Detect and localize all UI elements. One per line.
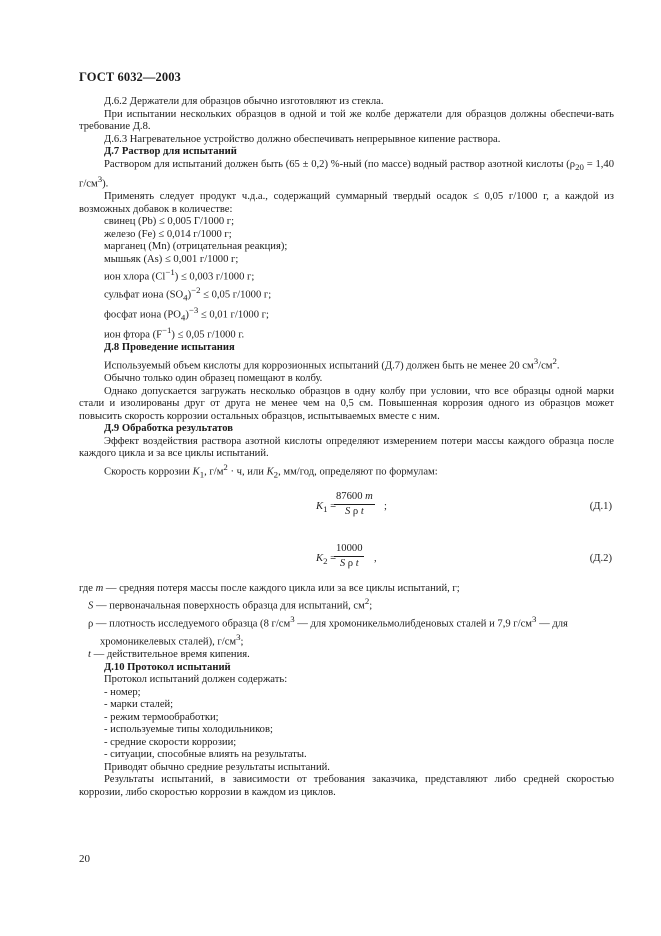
formula-d1 (79, 487, 614, 531)
formula-d2-lhs: $K_2$ = (316, 552, 337, 566)
formula-d1-number: (Д.1) (589, 500, 612, 512)
paragraph-d8-multiple: Однако допускается загружать несколько образцов в одну колбу при условии, что все образцы одной марки стали и изолированы друг от друга не менее чем на 0,5 см. Повышенная коррозия одного из образцов может повысить скорость коррозии остальных образцов, испытываемых вместе с ним. (79, 385, 614, 422)
list-item-number: - номер; (104, 686, 141, 698)
paragraph-d10-contains: Протокол испытаний должен содержать: (104, 674, 288, 686)
additive-manganese: марганец (Mn) (отрицательная реакция); (104, 241, 288, 253)
formula-d2-denominator: S ρ t (339, 558, 359, 570)
formula-d2 (79, 539, 614, 583)
formula-d1-lhs: $K_1$ = (316, 500, 337, 514)
formula-d1-denominator: S ρ t (344, 506, 364, 518)
list-item-corrosion-rates: - средние скорости коррозии; (104, 736, 237, 748)
additive-iron: железо (Fe) ≤ 0,014 г/1000 г; (104, 228, 232, 240)
paragraph-d8-volume: Используемый объем кислоты для коррозионных испытаний (Д.7) должен быть не менее 20 $см^3/см^2$. (104, 355, 560, 372)
definition-rho: ρ — плотность исследуемого образца (8 $г/см^3$ — для хромоникельмолибденовых сталей и 7,9 $г/см^3$ — для (88, 614, 568, 630)
document-header: ГОСТ 6032—2003 (79, 70, 181, 84)
formula-d2-numerator: 10000 (334, 543, 364, 558)
additive-sulfate: сульфат иона $(SO_4)^{-2} \le 0,05$ г/1000 г; (104, 285, 272, 303)
heading-d8: Д.8 Проведение испытания (104, 342, 235, 354)
heading-d10: Д.10 Протокол испытаний (104, 661, 231, 673)
paragraph-d9-effect: Эффект воздействия раствора азотной кислоты определяют измерением потери массы каждого образца после каждого цикла и за все циклы испытаний. (79, 435, 614, 460)
definition-t: t — действительное время кипения. (88, 649, 250, 661)
heading-d7: Д.7 Раствор для испытаний (104, 146, 237, 157)
list-item-steel-grades: - марки сталей; (104, 699, 174, 711)
page-number: 20 (79, 853, 90, 865)
formula-d2-fraction (334, 543, 364, 571)
paragraph-d6-2: Д.6.2 Держатели для образцов обычно изготовляют из стекла. (104, 96, 384, 107)
page-content (79, 96, 614, 799)
paragraph-d7-solution: Раствором для испытаний должен быть (65 ± 0,2) %-ный (по массе) водный раствор азотной кислоты ($\rho_{20} = 1,40$ $г/см^3$). (79, 158, 614, 190)
heading-d9: Д.9 Обработка результатов (104, 423, 233, 435)
definition-s: S — первоначальная поверхность образца для испытаний, $см^2$; (88, 596, 373, 612)
list-item-condensers: - используемые типы холодильников; (104, 724, 273, 736)
definition-m: где m — средняя потеря массы после каждого цикла или за все циклы испытаний, г; (79, 582, 460, 594)
definition-rho-cont: хромоникелевых сталей), $г/см^3$; (100, 632, 244, 648)
paragraph-d6-2-cont: При испытании нескольких образцов в одной и той же колбе держатели для образцов должны обеспечи-вать требование Д.8. (79, 108, 614, 132)
paragraph-d9-rate: Скорость коррозии $K_1$, $г/м^2 \cdot ч$, или $K_2$, мм/год, определяют по формулам: (104, 461, 438, 480)
additive-arsenic: мышьяк (As) ≤ 0,001 г/1000 г; (104, 253, 239, 265)
formula-d2-tail: , (374, 552, 377, 564)
paragraph-d10-average: Приводят обычно средние результаты испытаний. (104, 761, 330, 773)
paragraph-d10-results: Результаты испытаний, в зависимости от требования заказчика, представляют либо средней скоростью коррозии, либо скоростью коррозии в каждом из циклов. (79, 774, 614, 798)
additive-lead: свинец (Pb) ≤ 0,005 Г/1000 г; (104, 216, 235, 228)
list-item-situations: - ситуации, способные влиять на результаты. (104, 749, 307, 761)
additive-fluoride: ион фтора $(F^{-1}) \le 0,05$ г/1000 г. (104, 325, 245, 341)
additive-phosphate: фосфат иона $(PO_4)^{-3} \le 0,01$ г/1000 г; (104, 305, 269, 323)
formula-d2-number: (Д.2) (589, 552, 612, 564)
list-item-heat-treatment: - режим термообработки; (104, 711, 219, 723)
additive-chloride: ион хлора $(Cl^{-1}) \le 0,003$ г/1000 г; (104, 267, 255, 283)
paragraph-d7-product: Применять следует продукт ч.д.а., содержащий суммарный твердый осадок ≤ 0,05 г/1000 г, а каждой из возможных добавок в количестве: (79, 191, 614, 215)
formula-d1-fraction (334, 491, 375, 519)
paragraph-d8-single: Обычно только один образец помещают в колбу. (104, 373, 323, 385)
formula-d1-tail: ; (384, 500, 387, 512)
formula-d1-numerator: 87600 m (334, 491, 375, 506)
paragraph-d6-3: Д.6.3 Нагревательное устройство должно обеспечивать непрерывное кипение раствора. (104, 133, 501, 145)
